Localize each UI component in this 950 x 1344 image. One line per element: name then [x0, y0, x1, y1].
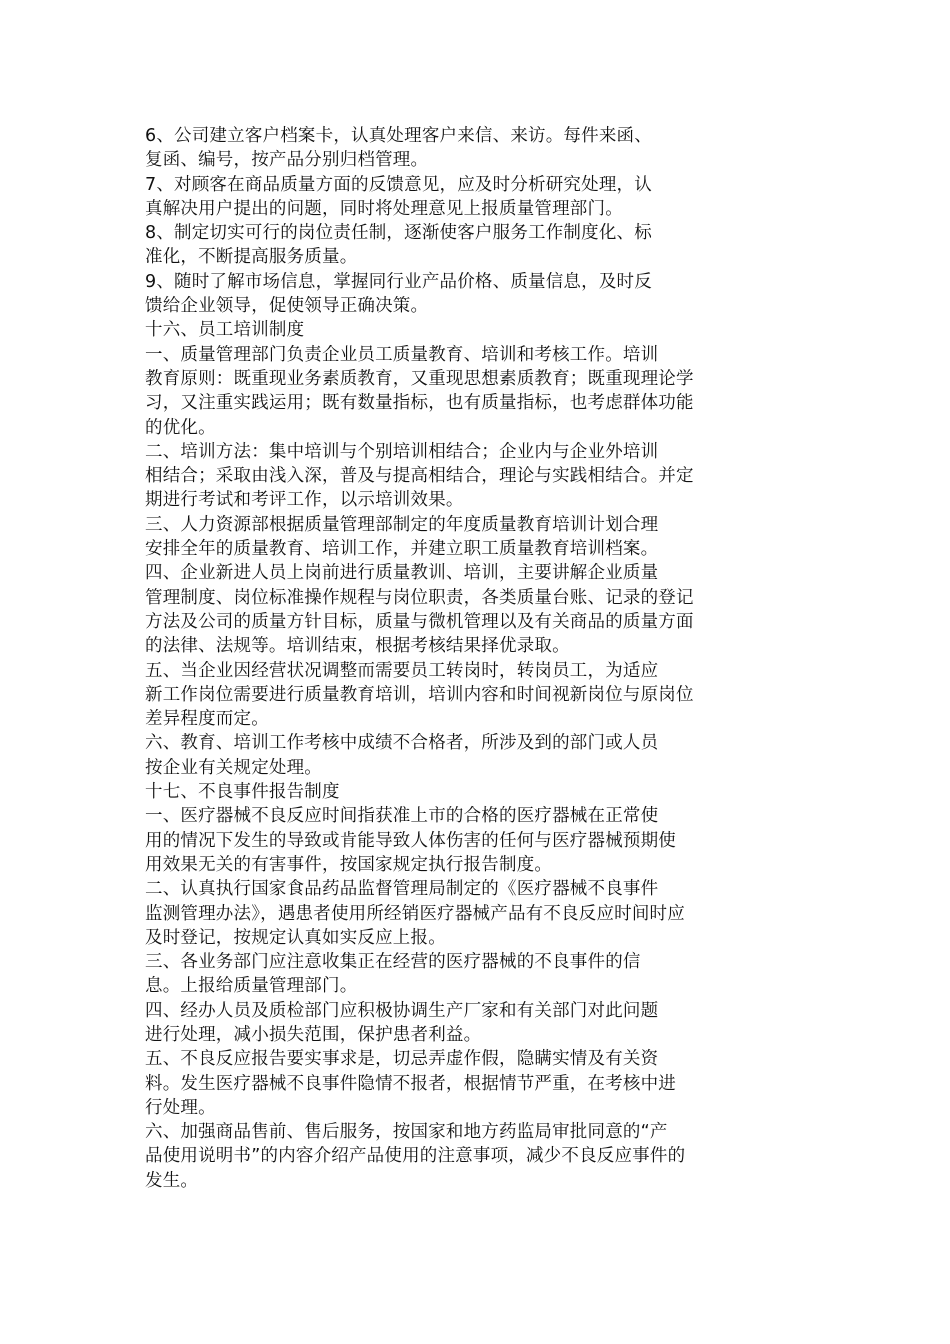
text-line: 用效果无关的有害事件，按国家规定执行报告制度。: [145, 854, 553, 875]
text-line: 习，又注重实践运用；既有数量指标，也有质量指标，也考虑群体功能: [145, 393, 694, 414]
text-line: 差异程度而定。: [145, 709, 269, 730]
text-line: 8、制定切实可行的岗位责任制，逐渐使客户服务工作制度化、标: [145, 223, 652, 244]
text-line: 及时登记，按规定认真如实反应上报。: [145, 927, 446, 948]
text-line: 六、加强商品售前、售后服务，按国家和地方药监局审批同意的“产: [145, 1122, 668, 1143]
text-line: 7、对顾客在商品质量方面的反馈意见，应及时分析研究处理，认: [145, 174, 652, 195]
text-line: 新工作岗位需要进行质量教育培训，培训内容和时间视新岗位与原岗位: [145, 684, 694, 705]
text-line: 二、培训方法：集中培训与个别培训相结合；企业内与企业外培训: [145, 441, 659, 462]
text-line: 四、企业新进人员上岗前进行质量教训、培训，主要讲解企业质量: [145, 563, 659, 584]
text-line: 复函、编号，按产品分别归档管理。: [145, 150, 429, 171]
text-line: 用的情况下发生的导致或肯能导致人体伤害的任何与医疗器械预期使: [145, 830, 676, 851]
text-line: 四、经办人员及质检部门应积极协调生产厂家和有关部门对此问题: [145, 1000, 659, 1021]
section-heading: 十七、不良事件报告制度: [145, 782, 340, 803]
text-line: 馈给企业领导，促使领导正确决策。: [145, 296, 429, 317]
text-line: 期进行考试和考评工作，以示培训效果。: [145, 490, 464, 511]
text-line: 五、当企业因经营状况调整而需要员工转岗时，转岗员工，为适应: [145, 660, 659, 681]
text-line: 准化，不断提高服务质量。: [145, 247, 358, 268]
text-line: 的优化。: [145, 417, 216, 438]
text-line: 管理制度、岗位标准操作规程与岗位职责，各类质量台账、记录的登记: [145, 587, 694, 608]
text-line: 相结合；采取由浅入深，普及与提高相结合，理论与实践相结合。并定: [145, 466, 694, 487]
text-line: 6、公司建立客户档案卡，认真处理客户来信、来访。每件来函、: [145, 126, 652, 146]
text-line: 三、各业务部门应注意收集正在经营的医疗器械的不良事件的信: [145, 952, 641, 973]
text-line: 品使用说明书”的内容介绍产品使用的注意事项，减少不良反应事件的: [145, 1146, 686, 1167]
section-heading: 十六、员工培训制度: [145, 320, 305, 341]
text-line: 的法律、法规等。培训结束，根据考核结果择优录取。: [145, 636, 570, 657]
document-page: [145, 124, 745, 1193]
text-line: 息。上报给质量管理部门。: [145, 976, 358, 997]
text-line: 一、医疗器械不良反应时间指获准上市的合格的医疗器械在正常使: [145, 806, 659, 827]
text-line: 监测管理办法》，遇患者使用所经销医疗器械产品有不良反应时间时应: [145, 903, 685, 924]
text-line: 三、人力资源部根据质量管理部制定的年度质量教育培训计划合理: [145, 514, 659, 535]
text-line: 安排全年的质量教育、培训工作，并建立职工质量教育培训档案。: [145, 539, 659, 560]
text-line: 按企业有关规定处理。: [145, 757, 322, 778]
text-line: 真解决用户提出的问题，同时将处理意见上报质量管理部门。: [145, 198, 623, 219]
text-line: 五、不良反应报告要实事求是，切忌弄虚作假，隐瞒实情及有关资: [145, 1049, 659, 1070]
text-line: 教育原则：既重现业务素质教育，又重现思想素质教育；既重现理论学: [145, 368, 694, 389]
text-line: 行处理。: [145, 1097, 216, 1118]
text-line: 一、质量管理部门负责企业员工质量教育、培训和考核工作。培训: [145, 344, 659, 365]
text-line: 料。发生医疗器械不良事件隐情不报者，根据情节严重，在考核中进: [145, 1073, 676, 1094]
text-line: 进行处理，减小损失范围，保护患者利益。: [145, 1024, 482, 1045]
text-line: 二、认真执行国家食品药品监督管理局制定的《医疗器械不良事件: [145, 879, 659, 900]
text-line: 方法及公司的质量方针目标，质量与微机管理以及有关商品的质量方面: [145, 611, 694, 632]
text-line: 六、教育、培训工作考核中成绩不合格者，所涉及到的部门或人员: [145, 733, 659, 754]
text-line: 发生。: [145, 1170, 199, 1191]
text-line: 9、随时了解市场信息，掌握同行业产品价格、质量信息，及时反: [145, 271, 652, 292]
